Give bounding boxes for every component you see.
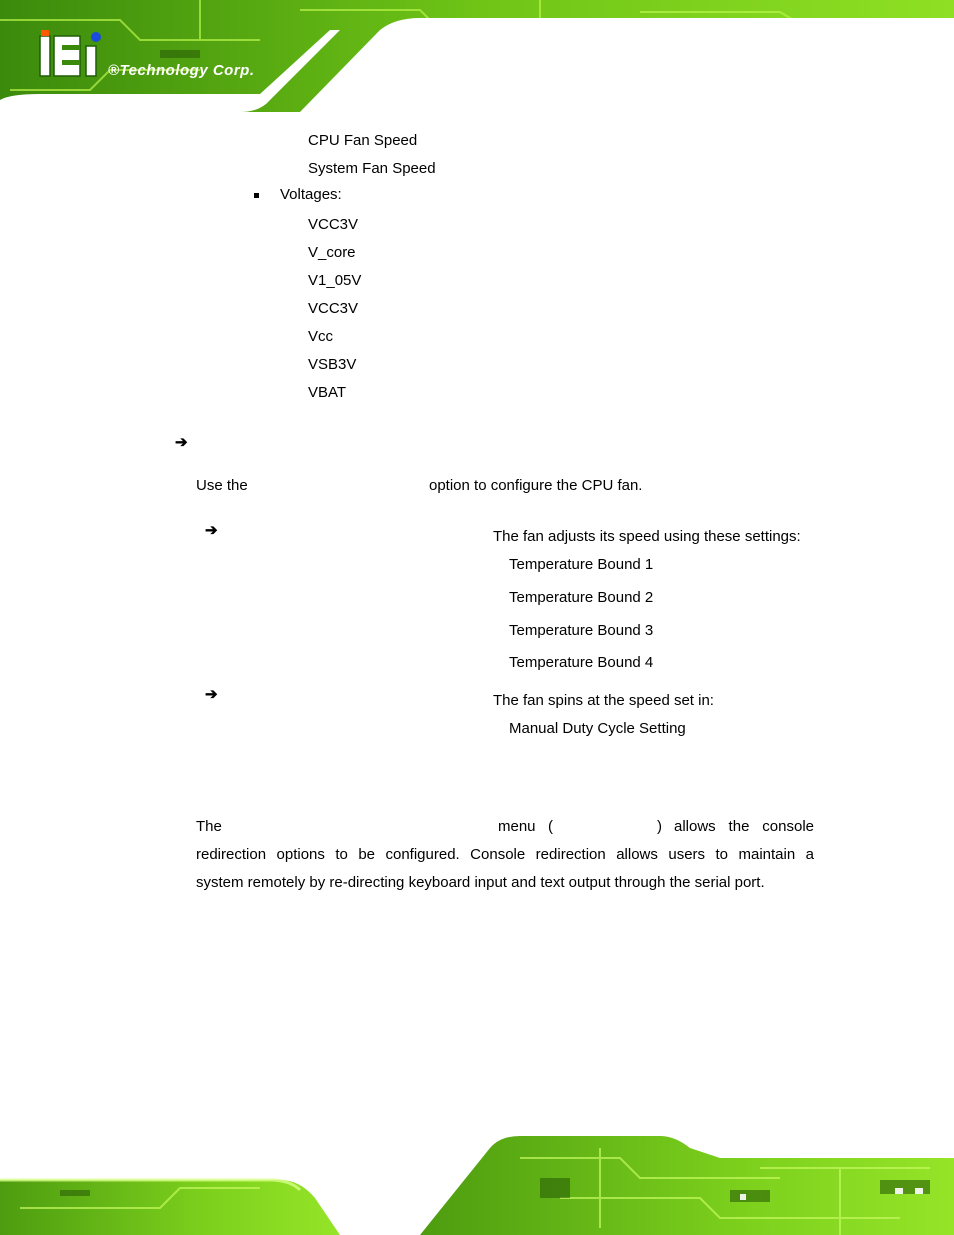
page-header-banner <box>0 0 954 112</box>
page-footer-banner <box>0 1128 954 1235</box>
option-description: option to configure the CPU fan. <box>429 477 643 494</box>
temperature-bound-item: Temperature Bound 3 <box>509 622 654 639</box>
arrow-right-icon: ➔ <box>175 434 188 451</box>
voltage-item: V1_05V <box>308 272 362 289</box>
voltage-item: VCC3V <box>308 300 359 317</box>
temperature-bound-item: Temperature Bound 2 <box>509 589 654 606</box>
arrow-right-icon: ➔ <box>205 522 218 539</box>
circuit-board-banner <box>0 0 954 112</box>
arrow-right-icon: ➔ <box>205 686 218 703</box>
auto-mode-description: The fan adjusts its speed using these settings: <box>493 528 801 545</box>
console-paren-open: ( <box>548 818 553 835</box>
manual-duty-cycle-item: Manual Duty Cycle Setting <box>509 720 686 737</box>
temperature-bound-item: Temperature Bound 4 <box>509 654 654 671</box>
voltage-item: Vcc <box>308 328 334 345</box>
voltages-heading: Voltages: <box>280 186 342 203</box>
circuit-board-footer <box>0 1128 954 1235</box>
cpu-fan-speed-item: CPU Fan Speed <box>308 132 418 149</box>
console-menu-word: menu <box>498 818 536 835</box>
console-paragraph <box>196 841 814 897</box>
console-paren-close: ) <box>657 818 662 835</box>
system-fan-speed-item: System Fan Speed <box>308 160 436 177</box>
console-line2: redirection options to be configured. Console redirection allows users to maintain a <box>196 846 814 863</box>
voltage-item: VSB3V <box>308 356 357 373</box>
voltage-item: V_core <box>308 244 356 261</box>
console-the: The <box>196 818 222 835</box>
manual-mode-description: The fan spins at the speed set in: <box>493 692 714 709</box>
voltage-item: VCC3V <box>308 216 359 233</box>
voltage-item: VBAT <box>308 384 347 401</box>
console-line1-rest: allows the console <box>674 818 814 835</box>
temperature-bound-item: Temperature Bound 1 <box>509 556 654 573</box>
bullet-square-icon <box>254 193 259 198</box>
logo-text: ®Technology Corp. <box>108 62 255 79</box>
use-the-text: Use the <box>196 477 248 494</box>
console-line3: system remotely by re-directing keyboard input and text output through the serial port. <box>196 874 765 891</box>
